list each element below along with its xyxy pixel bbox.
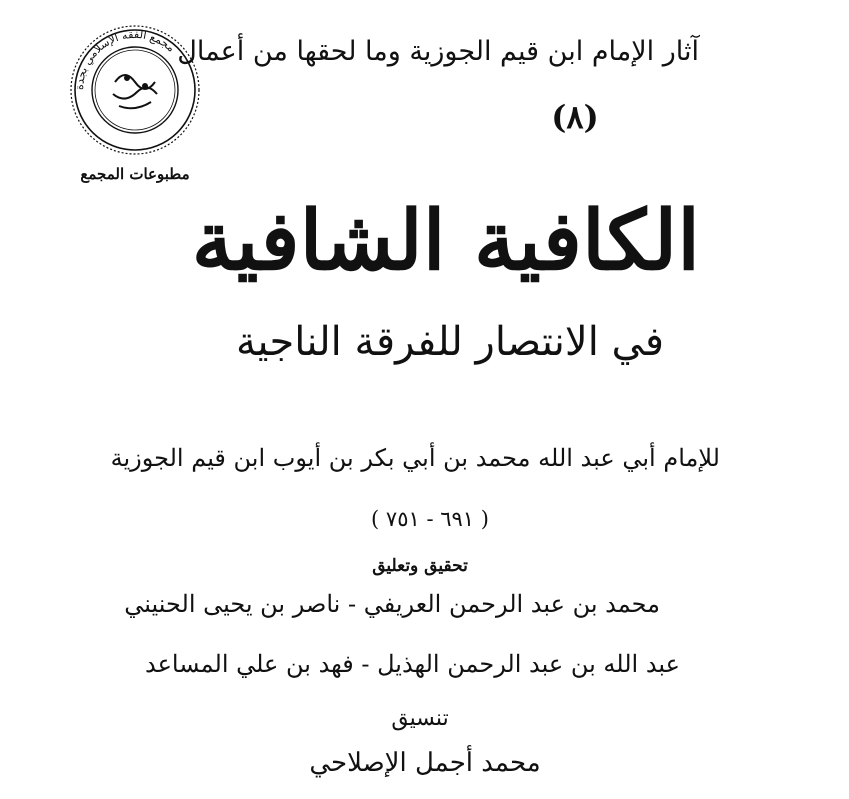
coordination-label: تنسيق — [391, 706, 449, 731]
series-number: (٨) — [551, 98, 599, 136]
publisher-seal — [67, 22, 203, 158]
author-dates: ( ٦٩١ - ٧٥١ ) — [371, 507, 489, 531]
book-subtitle: في الانتصار للفرقة الناجية — [235, 319, 665, 365]
series-title: آثار الإمام ابن قيم الجوزية وما لحقها من أعمال — [177, 36, 699, 67]
seal-emblem-icon — [67, 22, 203, 158]
seal-caption: مطبوعات المجمع — [80, 165, 190, 183]
book-title: الكافية الشافية — [191, 193, 700, 289]
svg-text:مجمع الفقه الإسلامي بجدة — [73, 28, 178, 90]
seal-ring-text: مجمع الفقه الإسلامي بجدة — [72, 27, 178, 91]
editors-line-2: عبد الله بن عبد الرحمن الهذيل - فهد بن علي المساعد — [144, 650, 680, 678]
coordinator-name: محمد أجمل الإصلاحي — [309, 748, 541, 778]
editing-label: تحقيق وتعليق — [372, 556, 468, 576]
editors-line-1: محمد بن عبد الرحمن العريفي - ناصر بن يحيى الحنيني — [124, 590, 660, 618]
author-line: للإمام أبي عبد الله محمد بن أبي بكر بن أيوب ابن قيم الجوزية — [110, 444, 720, 472]
